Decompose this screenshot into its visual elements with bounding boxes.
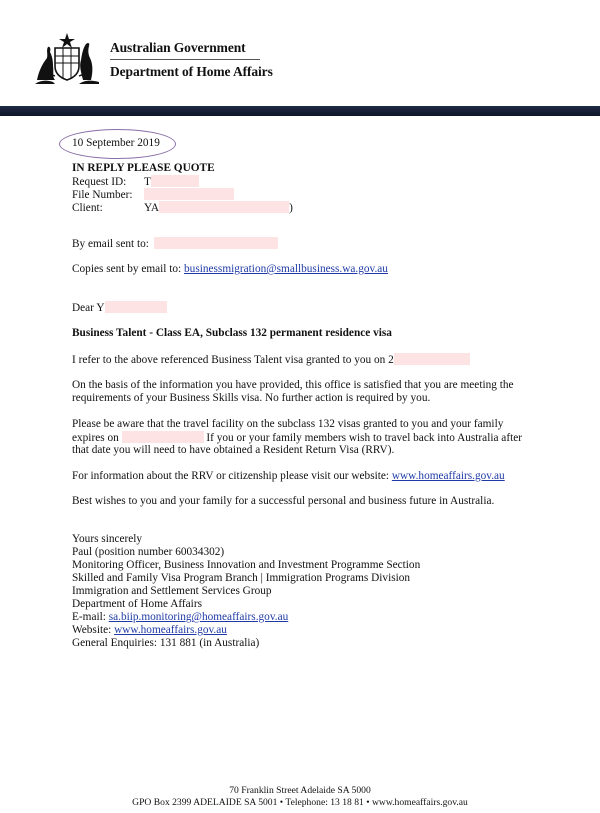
paragraph-5: Best wishes to you and your family for a successful personal and business future in Australia. xyxy=(72,495,495,507)
redaction xyxy=(144,188,234,200)
client-label: Client: xyxy=(72,202,103,214)
client-value-end: ) xyxy=(289,202,293,214)
signatory-branch: Skilled and Family Visa Program Branch | Immigration Programs Division xyxy=(72,572,411,584)
subject-line: Business Talent - Class EA, Subclass 132 permanent residence visa xyxy=(72,327,392,339)
redaction xyxy=(151,175,199,187)
file-number-row xyxy=(72,188,542,202)
paragraph-3-line-3: that date you will need to have obtained a Resident Return Visa (RRV). xyxy=(72,444,395,456)
email-link[interactable]: sa.biip.monitoring@homeaffairs.gov.au xyxy=(108,611,289,623)
quote-heading: IN REPLY PLEASE QUOTE xyxy=(72,162,215,174)
copies-label: Copies sent by email to: xyxy=(72,263,182,275)
closing: Yours sincerely xyxy=(72,533,143,545)
request-id-label: Request ID: xyxy=(72,176,127,188)
by-email-label: By email sent to: xyxy=(72,238,149,250)
website-link[interactable]: www.homeaffairs.gov.au xyxy=(391,470,505,482)
letter-date: 10 September 2019 xyxy=(72,137,160,149)
footer-address: 70 Franklin Street Adelaide SA 5000 xyxy=(229,785,371,796)
salutation-row xyxy=(72,301,542,315)
paragraph-1 xyxy=(72,353,532,367)
signatory-group: Immigration and Settlement Services Group xyxy=(72,585,272,597)
org-name: Australian Government xyxy=(110,40,246,55)
by-email-row xyxy=(72,237,542,251)
coat-of-arms-icon xyxy=(33,30,101,88)
email-label: E-mail: xyxy=(72,611,106,623)
footer-contact: GPO Box 2399 ADELAIDE SA 5001 • Telephone: 13 18 81 • www.homeaffairs.gov.au xyxy=(132,797,468,808)
redaction xyxy=(394,353,470,365)
paragraph-3-line-2-rest: If you or your family members wish to travel back into Australia after xyxy=(206,432,523,444)
grant-date-prefix: 2 xyxy=(388,354,394,366)
signatory-title: Monitoring Officer, Business Innovation and Investment Programme Section xyxy=(72,559,421,571)
website-label: Website: xyxy=(72,624,112,636)
copies-row xyxy=(72,263,542,276)
redaction xyxy=(159,201,289,213)
request-id-value: T xyxy=(144,176,151,188)
signatory-department: Department of Home Affairs xyxy=(72,598,202,610)
paragraph-2-line-2: requirements of your Business Skills visa. No further action is required by you. xyxy=(72,392,431,404)
client-row xyxy=(72,201,542,215)
request-id-row xyxy=(72,175,542,189)
redaction xyxy=(105,301,167,313)
paragraph-1-text: I refer to the above referenced Business Talent visa granted to you on xyxy=(72,354,386,366)
copies-email-link[interactable]: businessmigration@smallbusiness.wa.gov.au xyxy=(184,263,388,275)
signature-website-link[interactable]: www.homeaffairs.gov.au xyxy=(114,624,227,636)
paragraph-3-expires-label: expires on xyxy=(72,432,119,444)
header-divider xyxy=(110,59,260,60)
client-value-start: YA xyxy=(144,202,160,214)
signatory-name: Paul (position number 60034302) xyxy=(72,546,225,558)
paragraph-3-line-1: Please be aware that the travel facility on the subclass 132 visas granted to you and your family xyxy=(72,418,504,430)
redaction xyxy=(154,237,278,249)
department-name: Department of Home Affairs xyxy=(110,64,273,79)
general-enquiries: General Enquiries: 131 881 (in Australia) xyxy=(72,637,260,649)
paragraph-3-line-2 xyxy=(72,431,532,445)
website-row xyxy=(72,624,542,637)
paragraph-4 xyxy=(72,470,532,483)
header-band xyxy=(0,106,600,116)
redaction xyxy=(122,431,204,443)
file-number-label: File Number: xyxy=(72,189,133,201)
paragraph-2-line-1: On the basis of the information you have provided, this office is satisfied that you are meeting the xyxy=(72,379,514,391)
email-row xyxy=(72,611,542,624)
paragraph-4-text: For information about the RRV or citizenship please visit our website: xyxy=(72,470,390,482)
salutation: Dear Y xyxy=(72,302,105,314)
